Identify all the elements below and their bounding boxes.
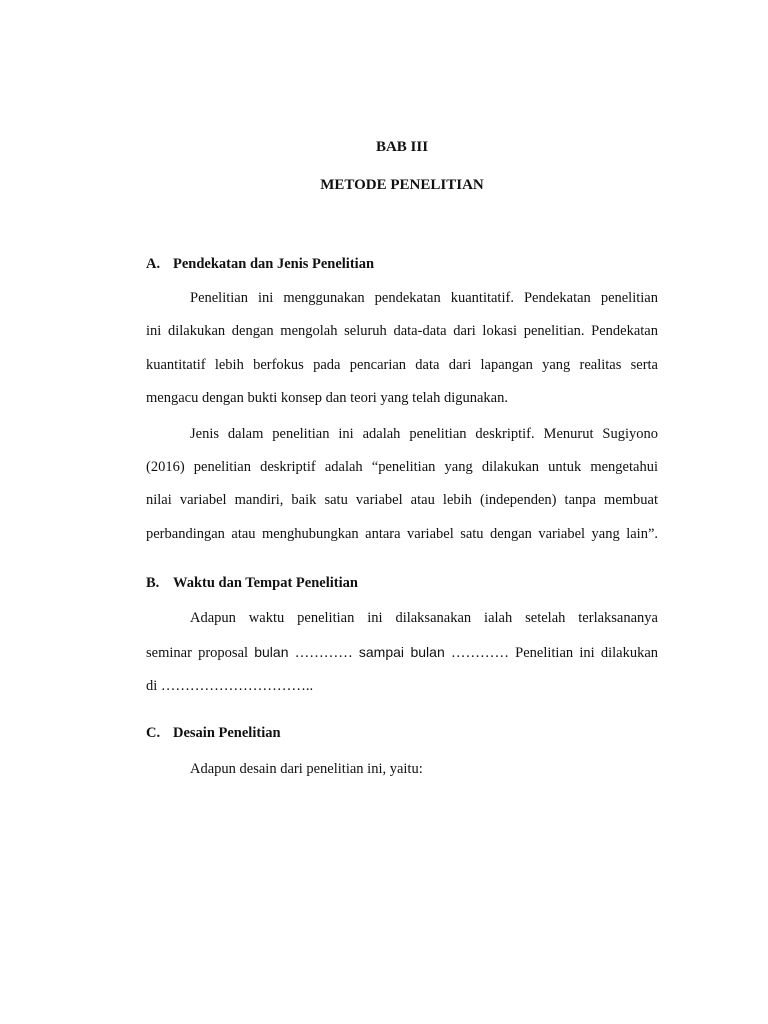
text-segment: seminar proposal: [146, 645, 255, 661]
dots-segment: …………: [444, 645, 516, 661]
chapter-title: METODE PENELITIAN: [320, 177, 484, 193]
chapter-number: BAB III: [375, 139, 429, 155]
text-segment: Penelitian ini dilakukan: [515, 645, 659, 661]
section-b-heading: [146, 575, 358, 592]
section-b-letter: B.: [146, 575, 160, 591]
dots-segment: …………: [288, 645, 359, 661]
text-segment-bulan: bulan: [254, 644, 289, 660]
paragraph-line: Jenis dalam penelitian ini adalah penelitian deskriptif. Menurut Sugiyono: [190, 426, 658, 442]
section-b-title: Waktu dan Tempat Penelitian: [173, 575, 358, 591]
text-segment-sampai: sampai bulan: [358, 644, 445, 660]
paragraph-line: mengacu dengan bukti konsep dan teori yang telah digunakan.: [146, 390, 508, 406]
paragraph-line: kuantitatif lebih berfokus pada pencarian data dari lapangan yang realitas serta: [146, 357, 658, 373]
paragraph-line: Adapun desain dari penelitian ini, yaitu:: [190, 761, 423, 777]
section-c-title: Desain Penelitian: [173, 725, 281, 741]
paragraph-line: ini dilakukan dengan mengolah seluruh data-data dari lokasi penelitian. Pendekatan: [146, 323, 658, 339]
section-a-title: Pendekatan dan Jenis Penelitian: [173, 256, 375, 272]
section-c-letter: C.: [146, 725, 161, 741]
paragraph-line-mixed: [146, 642, 658, 662]
paragraph-line: (2016) penelitian deskriptif adalah “penelitian yang dilakukan untuk mengetahui: [146, 459, 658, 475]
section-a-letter: A.: [146, 256, 161, 272]
section-a-heading: [146, 256, 374, 273]
section-c-heading: [146, 725, 281, 742]
paragraph-line: perbandingan atau menghubungkan antara variabel satu dengan variabel yang lain”.: [146, 526, 658, 542]
paragraph-line: Penelitian ini menggunakan pendekatan kuantitatif. Pendekatan penelitian: [190, 290, 658, 306]
paragraph-line: nilai variabel mandiri, baik satu variabel atau lebih (independen) tanpa membuat: [146, 492, 658, 508]
paragraph-line: di …………………………..: [146, 678, 314, 694]
paragraph-line: Adapun waktu penelitian ini dilaksanakan ialah setelah terlaksananya: [190, 610, 658, 626]
